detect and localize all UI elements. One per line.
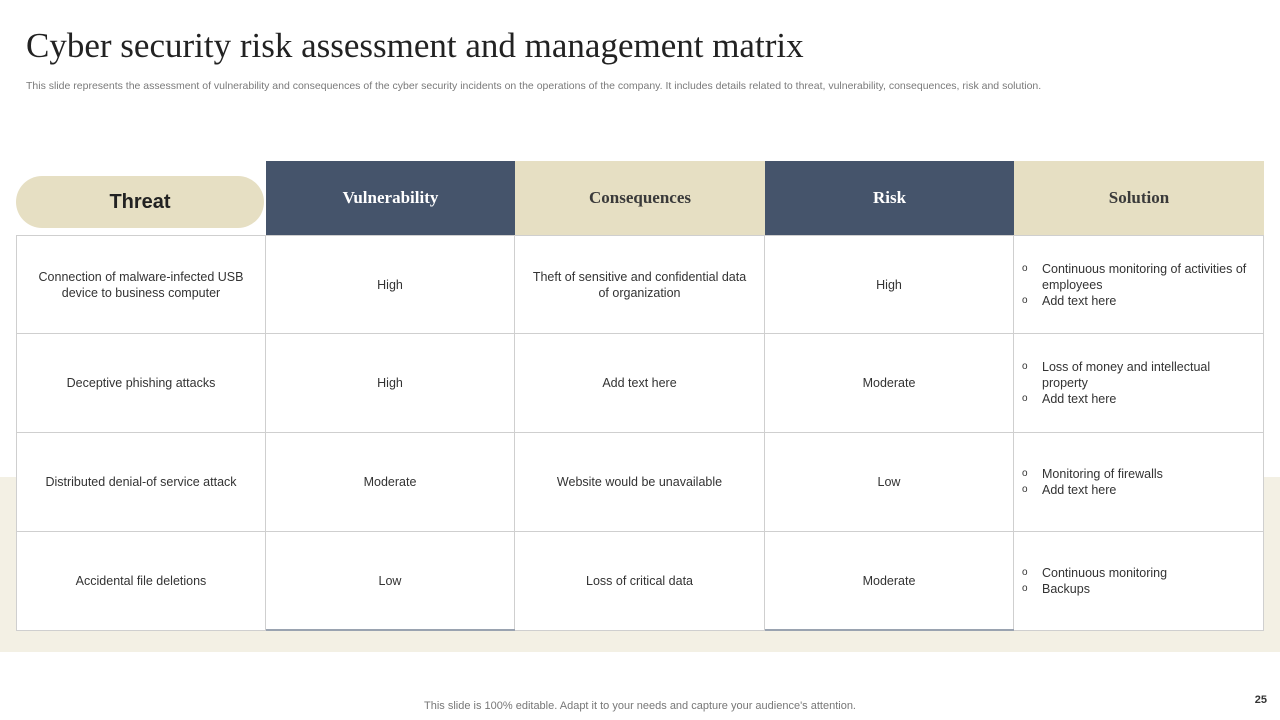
column-underline-vulnerability (266, 629, 515, 631)
header-vulnerability: Vulnerability (266, 161, 515, 235)
solution-list-item (1022, 482, 1163, 498)
table-cell-vulnerability (266, 235, 515, 334)
header-risk: Risk (765, 161, 1014, 235)
solution-list-item (1022, 466, 1163, 482)
table-cell-solution (1014, 235, 1264, 334)
table-cell-risk (765, 433, 1014, 532)
cell-text: Low (877, 475, 901, 489)
header-consequences: Consequences (515, 161, 765, 235)
table-cell-consequences (515, 433, 765, 532)
solution-list-item (1022, 261, 1255, 293)
solution-text: Continuous monitoring of activities of employees (1042, 261, 1247, 292)
solution-text: Add text here (1042, 392, 1117, 406)
table-cell-solution (1014, 334, 1264, 433)
solution-list (1022, 359, 1255, 407)
table-cell-threat (16, 433, 266, 532)
table-cell-vulnerability (266, 433, 515, 532)
slide-subtitle: This slide represents the assessment of vulnerability and consequences of the cyber security incidents on the operations of the company. It includes details related to threat, vulnerability, consequences, risk and solution. (26, 80, 1042, 92)
solution-text: Add text here (1042, 293, 1117, 308)
slide-title: Cyber security risk assessment and management matrix (26, 26, 804, 65)
table-cell-consequences (515, 334, 765, 433)
cell-text: Accidental file deletions (75, 574, 207, 588)
solution-list (1022, 261, 1255, 309)
cell-text: Website would be unavailable (556, 475, 723, 489)
table-cell-consequences (515, 235, 765, 334)
solution-list (1022, 466, 1163, 498)
bullet-circle-icon: o (1022, 567, 1028, 578)
header-threat: Threat (16, 176, 264, 228)
cell-text: Deceptive phishing attacks (66, 376, 216, 390)
solution-list (1022, 565, 1167, 597)
cell-text: Theft of sensitive and confidential data of organization (532, 269, 747, 300)
table-cell-risk (765, 532, 1014, 631)
solution-list-item (1022, 581, 1167, 597)
cell-text: High (377, 277, 403, 292)
bullet-circle-icon: o (1022, 468, 1028, 479)
bullet-circle-icon: o (1022, 361, 1028, 372)
table-cell-threat (16, 334, 266, 433)
cell-text: High (377, 376, 403, 390)
cell-text: Moderate (363, 475, 417, 489)
cell-text: High (876, 277, 902, 292)
table-cell-solution (1014, 532, 1264, 631)
bullet-circle-icon: o (1022, 484, 1028, 495)
solution-list-item (1022, 565, 1167, 581)
table-cell-threat (16, 532, 266, 631)
solution-text: Monitoring of firewalls (1042, 467, 1163, 481)
solution-text: Backups (1042, 582, 1090, 596)
cell-text: Low (378, 574, 402, 588)
table-cell-consequences (515, 532, 765, 631)
cell-text: Loss of critical data (586, 574, 693, 588)
cell-text: Moderate (862, 376, 916, 390)
solution-list-item (1022, 391, 1255, 407)
header-solution: Solution (1014, 161, 1264, 235)
table-cell-risk (765, 235, 1014, 334)
solution-text: Add text here (1042, 483, 1117, 497)
cell-text: Add text here (602, 376, 677, 390)
solution-list-item (1022, 359, 1255, 391)
column-underline-risk (765, 629, 1014, 631)
slide-number: 25 (1254, 694, 1267, 706)
bullet-circle-icon: o (1022, 583, 1028, 594)
cell-text: Moderate (862, 574, 916, 588)
table-cell-threat (16, 235, 266, 334)
bullet-circle-icon: o (1022, 393, 1028, 404)
slide-footer: This slide is 100% editable. Adapt it to your needs and capture your audience's attention. (424, 700, 856, 712)
bullet-circle-icon: o (1022, 262, 1028, 274)
table-cell-solution (1014, 433, 1264, 532)
risk-matrix-table (16, 235, 1264, 630)
solution-text: Continuous monitoring (1042, 566, 1168, 580)
bullet-circle-icon: o (1022, 294, 1028, 306)
table-cell-vulnerability (266, 334, 515, 433)
cell-text: Connection of malware-infected USB device to business computer (38, 269, 244, 300)
table-cell-vulnerability (266, 532, 515, 631)
table-cell-risk (765, 334, 1014, 433)
solution-text: Loss of money and intellectual property (1042, 360, 1211, 390)
cell-text: Distributed denial-of service attack (45, 475, 237, 489)
solution-list-item (1022, 293, 1255, 309)
